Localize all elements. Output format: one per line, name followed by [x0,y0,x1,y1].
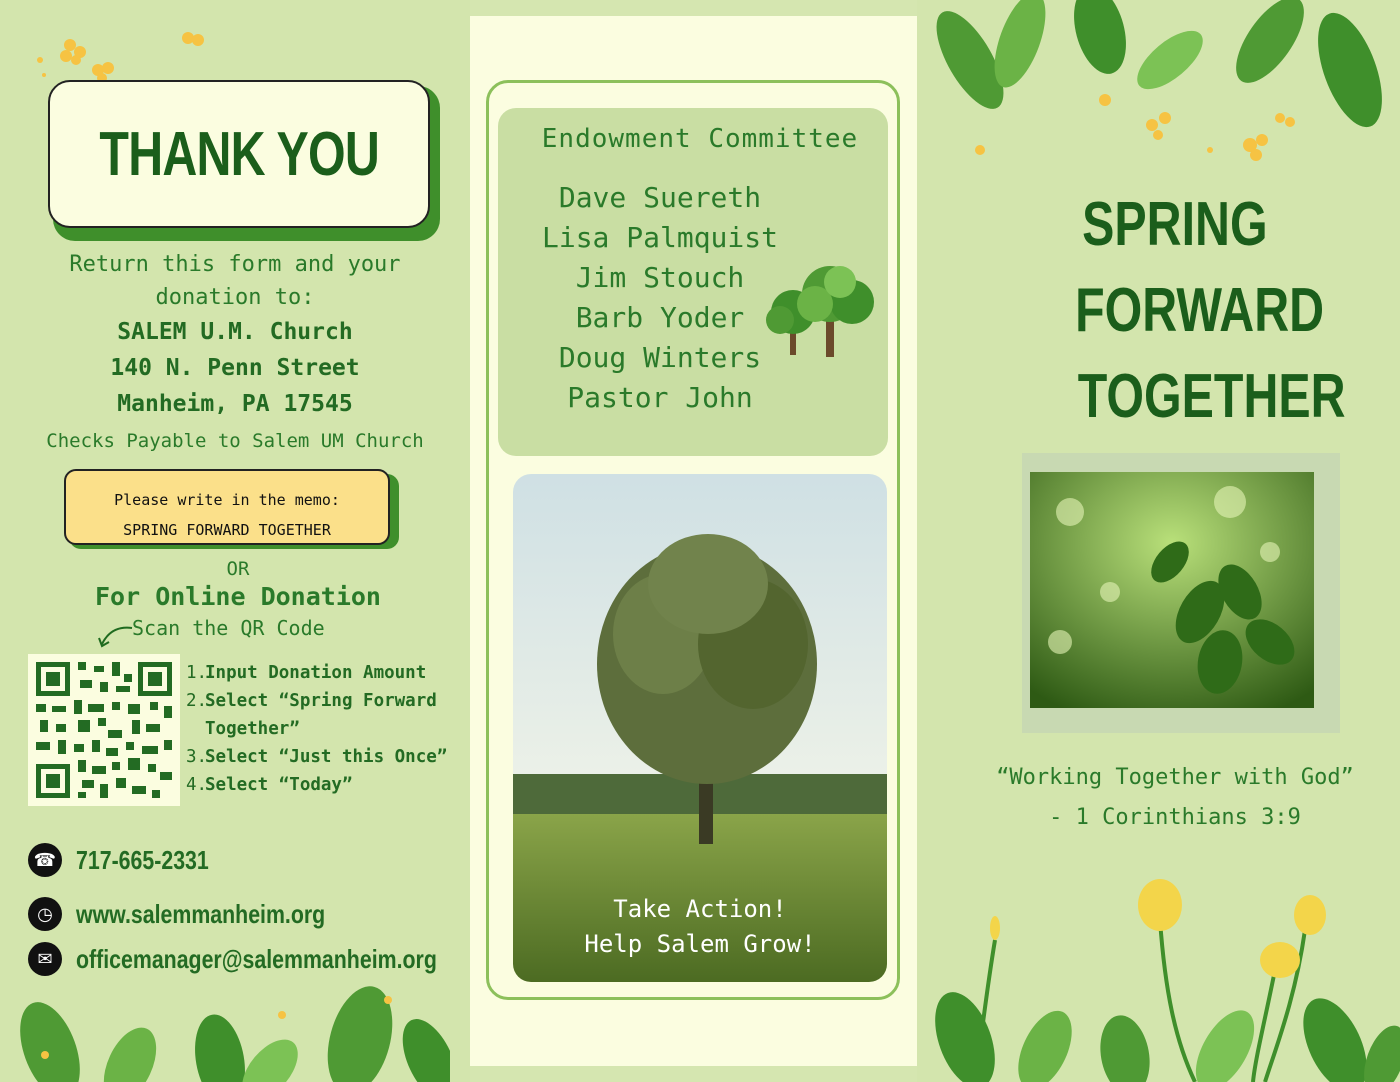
online-donation-title: For Online Donation [95,582,381,611]
address-line-3: Manheim, PA 17545 [117,391,353,417]
member-name: Barb Yoder [575,301,745,334]
or-divider: OR [226,558,250,580]
scan-qr-text: Scan the QR Code [132,616,325,640]
memo-line-1: Please write in the memo: [114,491,340,509]
return-instructions [20,248,450,314]
thank-you-box [48,80,430,228]
step-text: Select “Spring Forward Together” [205,691,437,739]
email-link[interactable]: officemanager@salemmanheim.org [76,943,437,974]
leaves-photo-image [1030,472,1314,708]
arrow-icon [96,620,136,650]
qr-code[interactable] [28,654,180,806]
step-number: 1. [186,663,208,683]
caption-line-1: Take Action! [613,895,787,923]
committee-title: Endowment Committee [541,124,859,154]
quote-line-1: “Working Together with God” [996,765,1354,790]
step-1 [186,659,466,687]
donation-steps [186,659,466,799]
step-3 [186,743,466,771]
contact-website[interactable] [28,897,380,931]
step-text: Select “Just this Once” [205,747,448,767]
step-number: 3. [186,747,208,767]
leaves-decoration [20,970,450,1082]
caption-line-2: Help Salem Grow! [584,930,816,958]
step-4 [186,771,466,799]
quote-line-2: - 1 Corinthians 3:9 [1049,805,1301,830]
step-text: Input Donation Amount [205,663,427,683]
title-line-3: TOGETHER [1077,362,1346,431]
church-address [20,314,450,422]
phone-number[interactable]: 717-665-2331 [76,844,209,875]
website-link[interactable]: www.salemmanheim.org [76,898,326,929]
title-line-1: SPRING [1082,190,1268,259]
leaves-top-decoration [930,0,1400,170]
globe-icon: ◷ [28,897,62,931]
address-line-2: 140 N. Penn Street [110,355,360,381]
step-number: 2. [186,691,208,711]
memo-box [64,469,390,545]
tulips-decoration [935,850,1400,1082]
member-name: Doug Winters [558,341,762,374]
return-line-1: Return this form and your [69,252,401,277]
thank-you-heading: THANK YOU [99,119,379,189]
member-name: Jim Stouch [575,261,745,294]
step-number: 4. [186,775,208,795]
step-text: Select “Today” [205,775,353,795]
return-line-2: donation to: [155,285,315,310]
member-name: Pastor John [567,381,753,414]
contact-phone[interactable] [28,843,238,877]
committee-members [520,178,800,418]
scripture-quote [960,758,1390,838]
memo-line-2: SPRING FORWARD TOGETHER [123,521,331,539]
member-name: Dave Suereth [558,181,762,214]
address-line-1: SALEM U.M. Church [117,319,353,345]
tree-illustration [760,262,884,362]
title-line-2: FORWARD [1075,276,1325,345]
member-name: Lisa Palmquist [541,221,778,254]
brochure-title [1040,182,1346,440]
mail-icon: ✉ [28,942,62,976]
checks-payable: Checks Payable to Salem UM Church [46,430,424,452]
tree-caption [513,892,887,962]
step-2 [186,687,466,743]
phone-icon: ☎ [28,843,62,877]
qr-code-image [28,654,180,806]
leaves-photo [1030,472,1314,708]
